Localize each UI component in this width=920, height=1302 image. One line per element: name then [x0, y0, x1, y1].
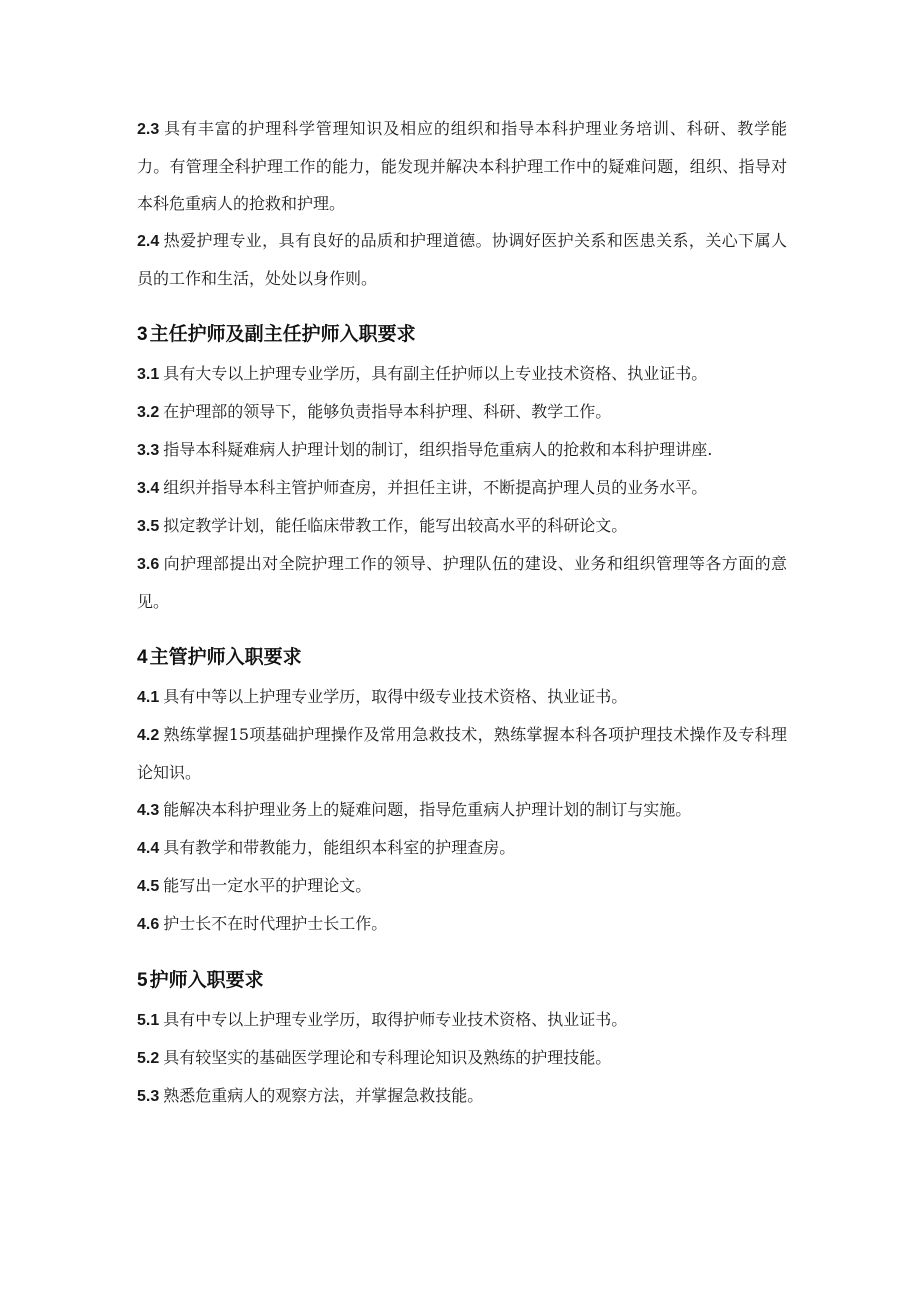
item-text: 向护理部提出对全院护理工作的领导、护理队伍的建设、业务和组织管理等各方面的意见。: [137, 554, 787, 611]
item-text: 拟定教学计划，能任临床带教工作，能写出较高水平的科研论文。: [163, 516, 628, 535]
item-text: 能解决本科护理业务上的疑难问题，指导危重病人护理计划的制订与实施。: [163, 800, 692, 819]
section-title: 护师入职要求: [149, 969, 264, 991]
item-number: 4.3: [137, 802, 160, 819]
item-4-2: [137, 716, 787, 791]
item-4-6: [137, 905, 787, 943]
item-5-1: [137, 1001, 787, 1039]
item-number: 3.2: [137, 404, 160, 421]
item-number: 3.5: [137, 518, 160, 535]
item-3-6: [137, 545, 787, 620]
section-title: 主管护师入职要求: [149, 646, 302, 668]
item-number: 3.1: [137, 366, 160, 383]
item-text: 能写出一定水平的护理论文。: [163, 876, 372, 895]
item-text: 具有大专以上护理专业学历，具有副主任护师以上专业技术资格、执业证书。: [163, 364, 708, 383]
item-text: 指导本科疑难病人护理计划的制订，组织指导危重病人的抢救和本科护理讲座.: [163, 440, 713, 459]
section-3-heading: [137, 316, 787, 353]
item-number: 5.2: [137, 1050, 160, 1067]
item-number: 4.1: [137, 689, 160, 706]
item-2-3: [137, 110, 787, 222]
section-5-heading: [137, 962, 787, 999]
item-text: 具有中专以上护理专业学历，取得护师专业技术资格、执业证书。: [163, 1010, 628, 1029]
item-3-1: [137, 355, 787, 393]
item-number: 5.1: [137, 1012, 160, 1029]
item-number: 4.6: [137, 916, 160, 933]
item-text: 在护理部的领导下，能够负责指导本科护理、科研、教学工作。: [163, 402, 612, 421]
item-5-3: [137, 1077, 787, 1115]
section-number: 5: [137, 970, 148, 991]
item-text: 熟悉危重病人的观察方法，并掌握急救技能。: [163, 1086, 484, 1105]
item-number: 2.4: [137, 233, 160, 250]
item-text: 热爱护理专业，具有良好的品质和护理道德。协调好医护关系和医患关系，关心下属人员的工作和生活，处处以身作则。: [137, 231, 787, 288]
item-3-4: [137, 469, 787, 507]
item-text: 护士长不在时代理护士长工作。: [163, 914, 388, 933]
section-4-heading: [137, 639, 787, 676]
item-4-5: [137, 867, 787, 905]
item-number: 5.3: [137, 1088, 160, 1105]
section-number: 4: [137, 647, 148, 668]
item-number: 4.5: [137, 878, 160, 895]
item-4-4: [137, 829, 787, 867]
item-text: 熟练掌握15项基础护理操作及常用急救技术，熟练掌握本科各项护理技术操作及专科理论知识。: [137, 725, 787, 782]
item-text: 具有中等以上护理专业学历，取得中级专业技术资格、执业证书。: [163, 687, 628, 706]
item-number: 3.6: [137, 556, 160, 573]
item-text: 具有较坚实的基础医学理论和专科理论知识及熟练的护理技能。: [163, 1048, 612, 1067]
item-text: 具有教学和带教能力，能组织本科室的护理查房。: [163, 838, 516, 857]
item-3-2: [137, 393, 787, 431]
item-2-4: [137, 222, 787, 297]
item-number: 2.3: [137, 121, 160, 138]
item-5-2: [137, 1039, 787, 1077]
item-4-3: [137, 791, 787, 829]
item-3-3: [137, 431, 787, 469]
item-text: 组织并指导本科主管护师查房，并担任主讲，不断提高护理人员的业务水平。: [163, 478, 708, 497]
item-number: 4.4: [137, 840, 160, 857]
item-3-5: [137, 507, 787, 545]
section-title: 主任护师及副主任护师入职要求: [149, 323, 416, 345]
item-4-1: [137, 678, 787, 716]
item-number: 4.2: [137, 727, 160, 744]
item-number: 3.3: [137, 442, 160, 459]
item-text: 具有丰富的护理科学管理知识及相应的组织和指导本科护理业务培训、科研、教学能力。有管理全科护理工作的能力，能发现并解决本科护理工作中的疑难问题，组织、指导对本科危重病人的抢救和护理。: [137, 119, 787, 213]
document-body: [137, 110, 787, 1115]
item-number: 3.4: [137, 480, 160, 497]
section-number: 3: [137, 324, 148, 345]
